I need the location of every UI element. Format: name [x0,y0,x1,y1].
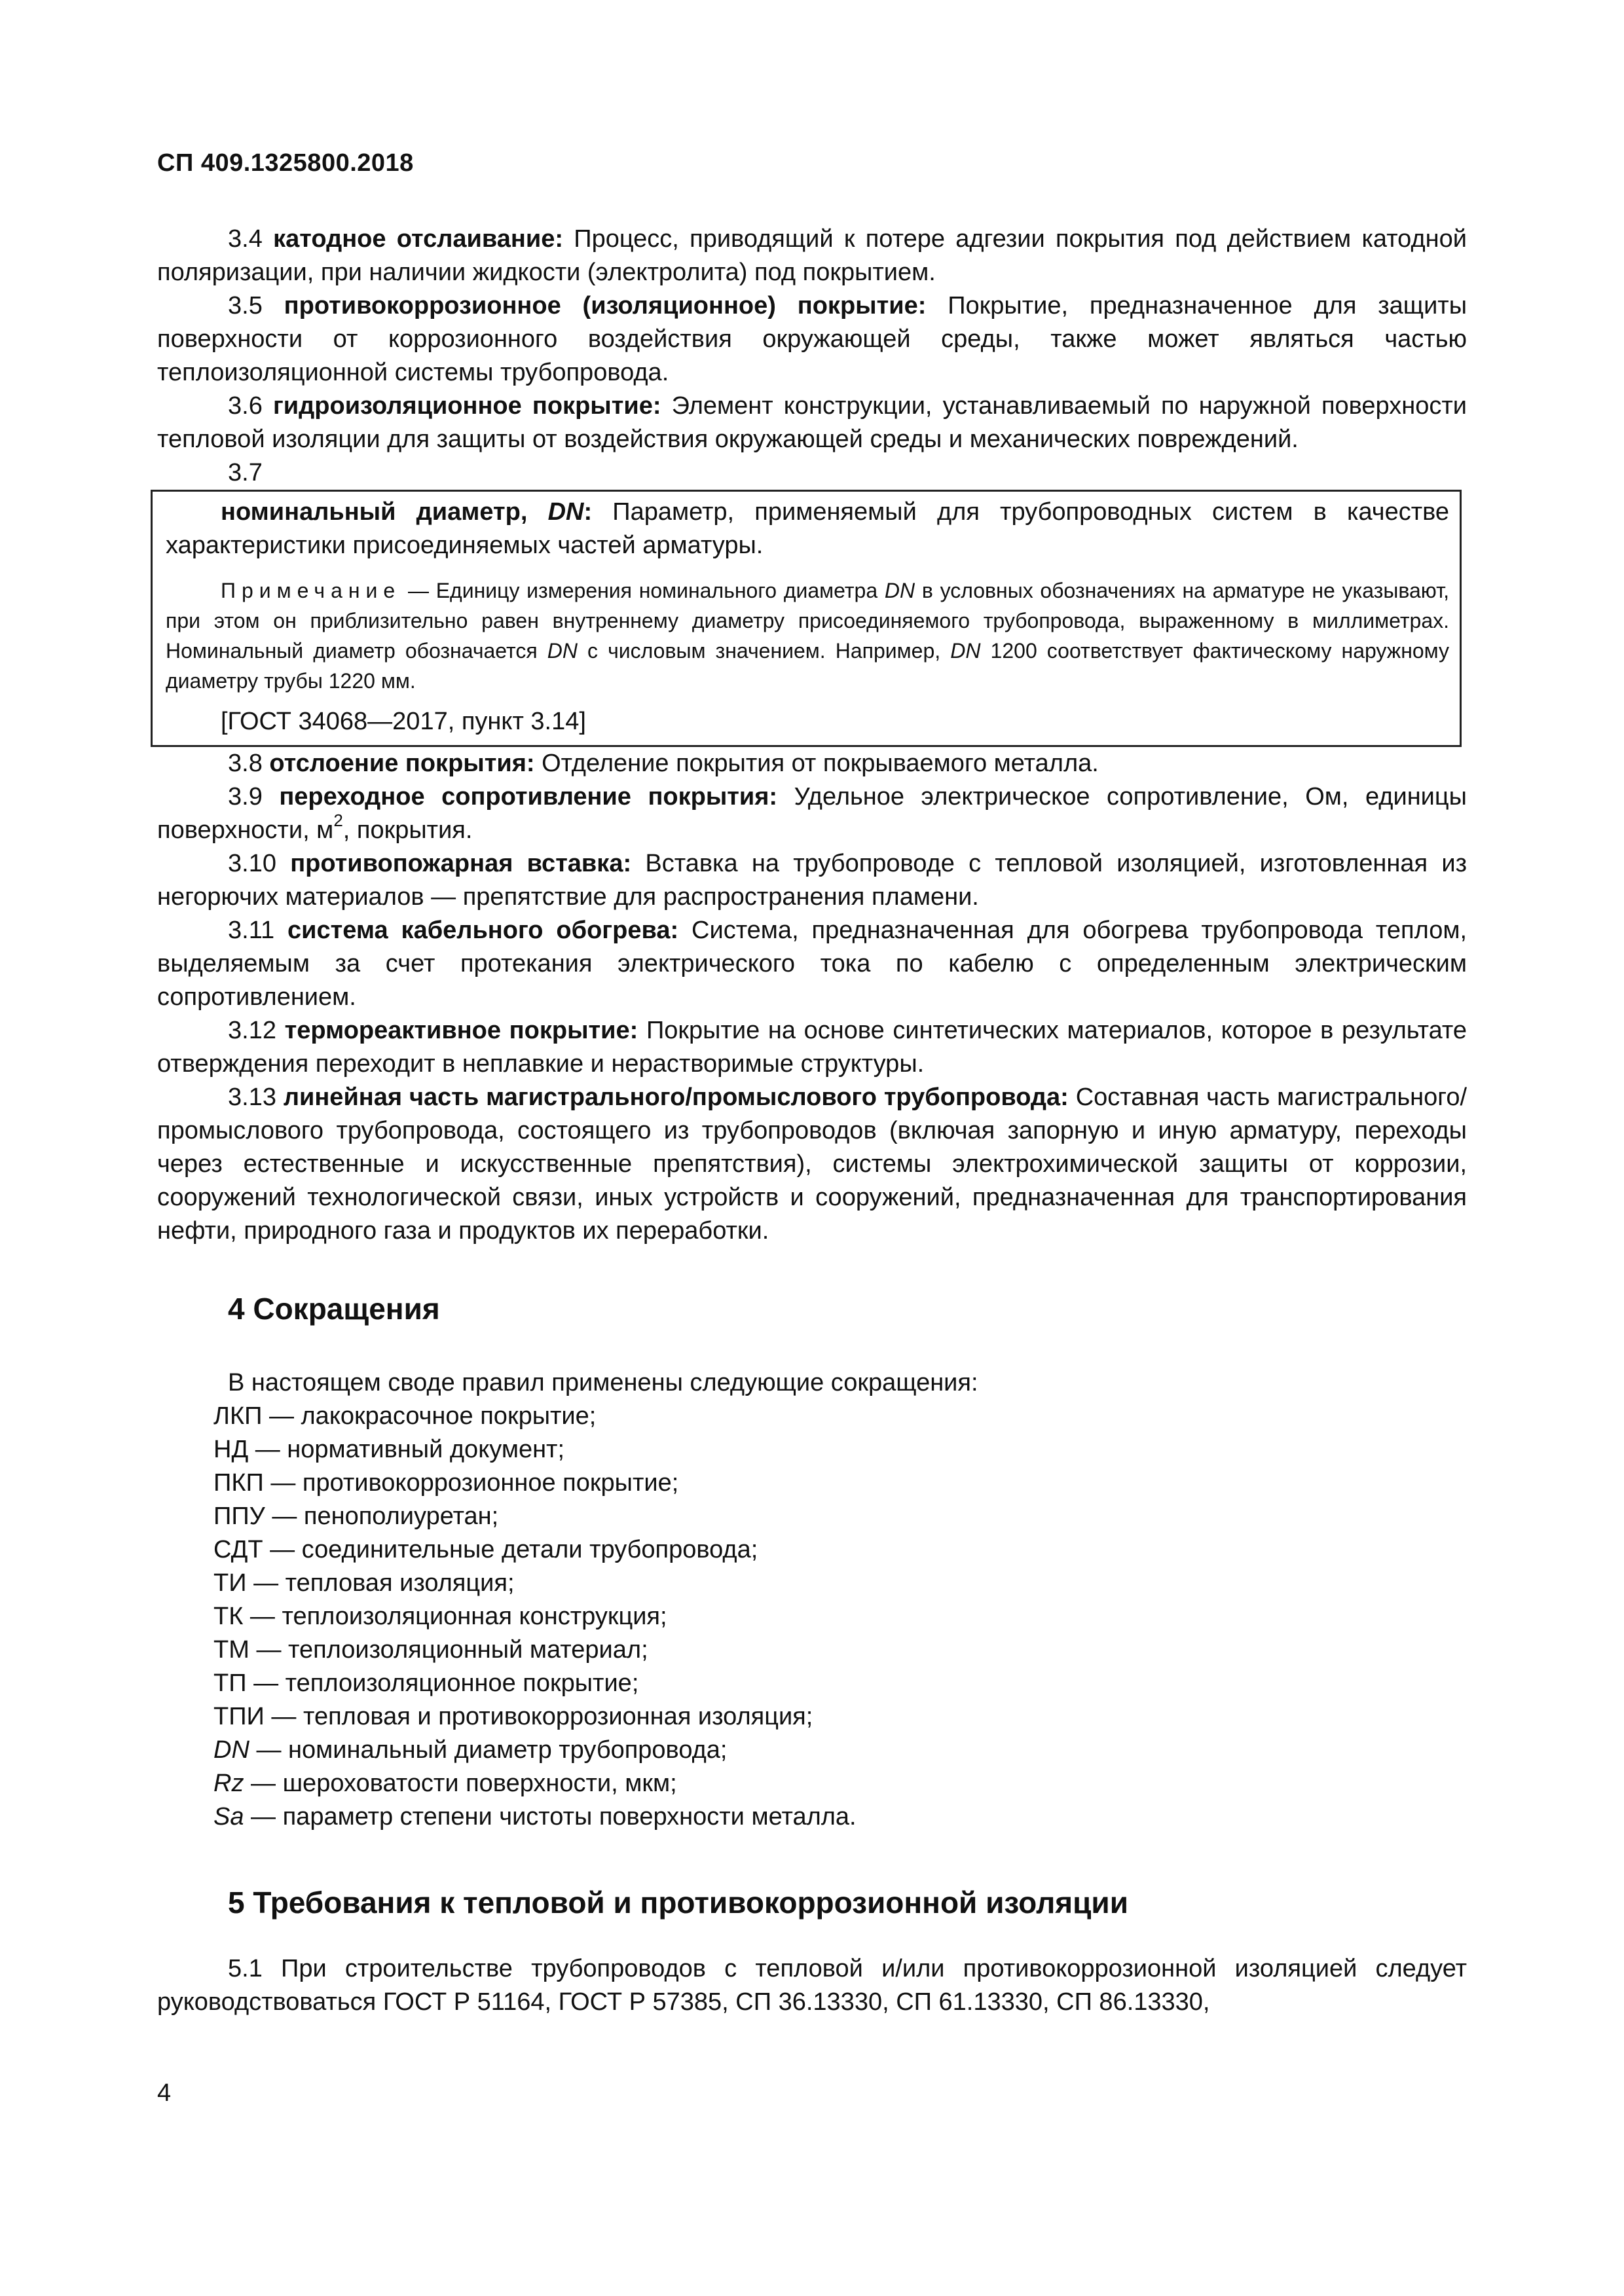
term-3-7-definition [166,496,1449,562]
note-text: Единицу измерения номинального диаметра [435,579,878,602]
term-definition: Процесс, приводящий к потере адгезии покрытия под действием катодной поляризации, при наличии жидкости (электролита) под покрытием. [157,225,1467,286]
term-3-12 [157,1014,1467,1081]
abbr-desc: — тепловая и противокоррозионная изоляция; [271,1703,813,1730]
list-item [213,1500,1467,1533]
term-definition: Удельное электрическое сопротивление, Ом, единицы поверхности, м [157,783,1467,844]
term-definition: Составная часть магистрального/промыслового трубопровода, состоящего из трубопроводов (включая запорную и иную арматуру, переходы через естественные и искусственные препятствия), системы электрохимической защиты от коррозии, сооружений технологической связи, иных устройств и сооружений, предназначенная для транспортирования нефти, природного газа и продуктов их переработки. [157,1084,1467,1245]
term-number: 3.10 [228,850,276,877]
term-3-8 [157,747,1467,780]
note-text: в условных обозначениях на арматуре не указывают, при этом он приблизительно равен внутреннему диаметру присоединяемого трубопровода, выраженному в миллиметрах. Номинальный диаметр обозначается [166,579,1450,663]
term-name: противокоррозионное (изоляционное) покрытие: [284,292,927,319]
section-4-intro: В настоящем своде правил применены следующие сокращения: [228,1369,978,1396]
term-3-5 [157,289,1467,390]
document-code-header: СП 409.1325800.2018 [157,149,414,177]
term-name: отслоение покрытия: [269,750,535,777]
term-definition: Отделение покрытия от покрываемого металла. [542,750,1099,777]
page-content [157,223,1467,2019]
term-number: 3.9 [228,783,263,811]
term-3-7-note [166,575,1449,696]
list-item [213,1700,1467,1734]
term-3-7-number: 3.7 [228,459,263,486]
section-4-title: 4 Сокращения [228,1292,440,1326]
note-text: с числовым значением. Например, [587,639,941,663]
list-item [213,1467,1467,1500]
abbr-desc: — нормативный документ; [255,1436,565,1463]
abbr-desc: — шероховатости поверхности, мкм; [251,1770,677,1797]
list-item [213,1734,1467,1767]
abbr: ТК [213,1603,244,1630]
term-definition: Покрытие, предназначенное для защиты поверхности от коррозионного воздействия окружающей среды, также может являться частью теплоизоляционной системы трубопровода. [157,292,1467,386]
term-3-13 [157,1081,1467,1248]
term-name: номинальный диаметр, [221,498,528,526]
abbr-desc: — теплоизоляционный материал; [256,1636,648,1664]
term-symbol: DN [547,498,584,526]
term-number: 3.13 [228,1084,276,1111]
abbr: ТИ [213,1569,247,1597]
abbr-desc: — лакокрасочное покрытие; [268,1402,597,1430]
list-item [213,1633,1467,1667]
term-3-9 [157,780,1467,847]
section-5-paragraph-1: 5.1 При строительстве трубопроводов с тепловой и/или противокоррозионной изоляцией следует руководствоваться ГОСТ Р 51164, ГОСТ Р 57385, СП 36.13330, СП 61.13330, СП 86.13330, [157,1955,1467,2016]
term-number: 3.11 [228,917,275,944]
term-name: переходное сопротивление покрытия: [279,783,778,811]
abbr: СДТ [213,1536,263,1563]
abbr-desc: — параметр степени чистоты поверхности металла. [251,1803,857,1831]
abbr-desc: — соединительные детали трубопровода; [270,1536,758,1563]
term-name: гидроизоляционное покрытие: [272,392,661,420]
abbr: Sa [213,1803,244,1831]
list-item [213,1600,1467,1633]
abbr: ТМ [213,1636,249,1664]
term-number: 3.6 [228,392,263,420]
abbr: ТПИ [213,1703,265,1730]
superscript: 2 [333,811,343,831]
term-3-7-box [151,490,1462,747]
term-definition: Система, предназначенная для обогрева трубопровода теплом, выделяемым за счет протекания электрического тока по кабелю с определенным электрическим сопротивлением. [157,917,1467,1011]
term-colon: : [583,498,593,526]
abbr: DN [213,1736,249,1764]
term-definition: Элемент конструкции, устанавливаемый по наружной поверхности тепловой изоляции для защиты от воздействия окружающей среды и механических повреждений. [157,392,1467,453]
list-item [213,1767,1467,1800]
term-name: термореактивное покрытие: [284,1017,638,1044]
list-item [213,1400,1467,1433]
note-symbol: DN [884,579,915,602]
term-definition: Параметр, применяемый для трубопроводных систем в качестве характеристики присоединяемых частей арматуры. [166,498,1449,559]
note-label: Примечание [221,579,401,602]
abbr: ПКП [213,1469,264,1497]
section-5-title: 5 Требования к тепловой и противокоррозионной изоляции [228,1886,1128,1920]
term-3-10 [157,847,1467,914]
abbr-desc: — тепловая изоляция; [253,1569,515,1597]
abbr: ЛКП [213,1402,263,1430]
term-name: линейная часть магистрального/промыслового трубопровода: [283,1084,1069,1111]
term-definition-end: , покрытия. [342,816,473,844]
term-name: катодное отслаивание: [273,225,563,253]
term-definition: Покрытие на основе синтетических материалов, которое в результате отверждения переходит в неплавкие и нерастворимые структуры. [157,1017,1467,1078]
term-number: 3.5 [228,292,263,319]
note-symbol: DN [950,639,981,663]
abbr: ТП [213,1669,247,1697]
term-name: противопожарная вставка: [290,850,632,877]
term-3-7-source: [ГОСТ 34068—2017, пункт 3.14] [221,708,586,735]
term-name: система кабельного обогрева: [287,917,679,944]
list-item [213,1800,1467,1834]
abbr: НД [213,1436,249,1463]
term-3-6 [157,390,1467,456]
list-item [213,1567,1467,1600]
page-number: 4 [157,2079,172,2107]
list-item [213,1667,1467,1700]
note-text: 1200 соответствует фактическому наружному диаметру трубы 1220 мм. [166,639,1450,693]
note-dash: — [407,579,429,602]
abbr-desc: — теплоизоляционное покрытие; [253,1669,639,1697]
abbr-desc: — пенополиуретан; [272,1503,499,1530]
list-item [213,1433,1467,1467]
term-number: 3.4 [228,225,263,253]
term-number: 3.12 [228,1017,276,1044]
list-item [213,1533,1467,1567]
abbr: Rz [213,1770,244,1797]
abbreviation-list [157,1400,1467,1834]
term-3-11 [157,914,1467,1014]
abbr-desc: — номинальный диаметр трубопровода; [256,1736,728,1764]
term-3-4 [157,223,1467,289]
term-number: 3.8 [228,750,263,777]
abbr-desc: — теплоизоляционная конструкция; [249,1603,667,1630]
abbr: ППУ [213,1503,265,1530]
term-definition: Вставка на трубопроводе с тепловой изоляцией, изготовленная из негорючих материалов — препятствие для распространения пламени. [157,850,1467,911]
note-symbol: DN [547,639,578,663]
abbr-desc: — противокоррозионное покрытие; [270,1469,679,1497]
